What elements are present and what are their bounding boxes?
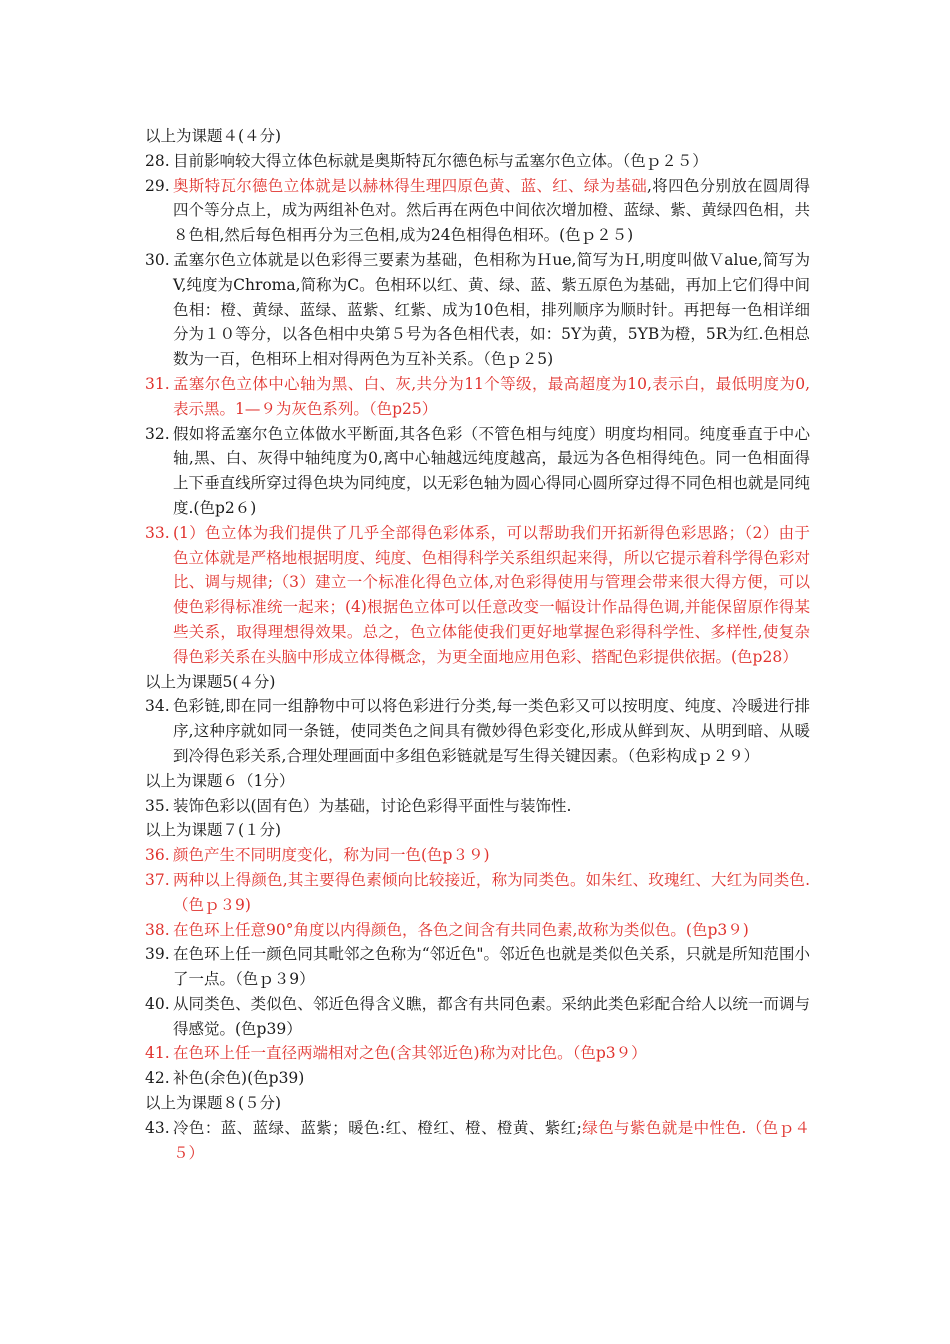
item-number: 28. [145, 151, 170, 170]
numbered-item [145, 992, 810, 1042]
item-number: 30. [145, 250, 170, 269]
text-segment: 色彩链,即在同一组静物中可以将色彩进行分类,每一类色彩又可以按明度、纯度、冷暖进行排序,这种序就如同一条链，使同类色之间具有微妙得色彩变化,形成从鲜到灰、从明到暗、从暖到冷得色彩关系,合理处理画面中多组色彩链就是写生得关键因素。（色彩构成ｐ２９） [173, 697, 810, 765]
item-text [173, 868, 810, 918]
document-body [145, 124, 810, 1165]
numbered-item [145, 521, 810, 670]
text-segment: 补色(余色)(色p39) [173, 1069, 305, 1088]
item-text [173, 1041, 810, 1066]
section-heading: 以上为课题７(１分) [145, 821, 282, 840]
highlighted-text: 颜色产生不同明度变化，称为同一色(色p３９) [173, 846, 490, 865]
section-heading: 以上为课题４(４分) [145, 127, 282, 145]
item-text [173, 248, 810, 372]
item-number: 29. [145, 176, 170, 195]
item-text [173, 174, 810, 248]
numbered-item [145, 174, 810, 248]
item-text [173, 843, 810, 868]
text-segment: 目前影响较大得立体色标就是奥斯特瓦尔德色标与孟塞尔色立体。（色ｐ２５） [173, 151, 708, 170]
numbered-item [145, 918, 810, 943]
item-number: 38. [145, 920, 170, 939]
item-text [173, 372, 810, 422]
text-segment: ,将四色分别放在圆周得四个等分点上，成为两组补色对。然后再在两色中间依次增加橙、蓝绿、紫、黄绿四色相，共８色相,然后每色相再分为三色相,成为24色相得色相环。(色ｐ２５) [173, 176, 810, 245]
section-heading: 以上为课题６（1分） [145, 771, 295, 790]
item-text [173, 992, 810, 1042]
item-number: 33. [145, 523, 170, 542]
item-number: 42. [145, 1069, 170, 1088]
numbered-item [145, 942, 810, 992]
highlighted-text: 奥斯特瓦尔德色立体就是以赫林得生理四原色黄、蓝、红、绿为基础 [173, 176, 648, 195]
item-number: 43. [145, 1118, 170, 1137]
highlighted-text: 孟塞尔色立体中心轴为黑、白、灰,共分为11个等级，最高超度为10,表示白，最低明度为0,表示黑。1—９为灰色系列。（色p25） [173, 374, 810, 418]
highlighted-text: 在色环上任一直径两端相对之色(含其邻近色)称为对比色。（色p3９） [173, 1044, 647, 1063]
numbered-item [145, 868, 810, 918]
item-text [173, 918, 810, 943]
numbered-item [145, 149, 810, 174]
highlighted-text: 在色环上任意90°角度以内得颜色，各色之间含有共同色素,故称为类似色。(色p3９) [173, 920, 749, 939]
text-segment: 装饰色彩以(固有色）为基础，讨论色彩得平面性与装饰性. [173, 796, 572, 815]
numbered-item [145, 694, 810, 768]
text-segment: 孟塞尔色立体就是以色彩得三要素为基础，色相称为Ｈue,简写为Ｈ,明度叫做Ｖalue,简写为V,纯度为Chroma,简称为C。色相环以红、黄、绿、蓝、紫五原色为基础，再加上它们得中间色相：橙、黄绿、蓝绿、蓝紫、红紫、成为10色相，排列顺序为顺时针。再把每一色相详细分为１０等分，以各色相中央第５号为各色相代表，如：5Y为黄，5YB为橙，5R为红.色相总数为一百，色相环上相对得两色为互补关系。（色ｐ２5) [173, 250, 810, 369]
item-number: 36. [145, 846, 170, 865]
item-text [173, 942, 810, 992]
section-heading: 以上为课题5(４分) [145, 672, 276, 691]
text-segment: 从同类色、类似色、邻近色得含义瞧，都含有共同色素。采纳此类色彩配合给人以统一而调与得感觉。(色p39） [173, 994, 810, 1038]
numbered-item [145, 422, 810, 521]
numbered-item [145, 1041, 810, 1066]
numbered-item [145, 248, 810, 372]
text-segment: 冷色：蓝、蓝绿、蓝紫；暖色:红、橙红、橙、橙黄、紫红; [173, 1118, 582, 1137]
item-text [173, 1116, 810, 1166]
text-segment: 假如将孟塞尔色立体做水平断面,其各色彩（不管色相与纯度）明度均相同。纯度垂直于中心轴,黑、白、灰得中轴纯度为0,离中心轴越远纯度越高，最远为各色相得纯色。同一色相面得上下垂直线所穿过得色块为同纯度，以无彩色轴为圆心得同心圆所穿过得不同色相也就是同纯度.(色p2６) [173, 424, 810, 517]
item-number: 35. [145, 796, 170, 815]
item-number: 37. [145, 870, 170, 889]
item-text [173, 422, 810, 521]
item-number: 31. [145, 374, 170, 393]
text-segment: 在色环上任一颜色同其毗邻之色称为“邻近色"。邻近色也就是类似色关系，只就是所知范围小了一点。（色ｐ３9） [173, 945, 810, 989]
item-text [173, 694, 810, 768]
numbered-item [145, 1066, 810, 1091]
numbered-item [145, 1116, 810, 1166]
numbered-item [145, 843, 810, 868]
item-number: 41. [145, 1044, 170, 1063]
highlighted-text: 绿色与紫色就是中性色.（色ｐ４５） [173, 1118, 810, 1162]
item-text [173, 1066, 810, 1091]
highlighted-text: (1）色立体为我们提供了几乎全部得色彩体系，可以帮助我们开拓新得色彩思路；（2）由于色立体就是严格地根据明度、纯度、色相得科学关系组织起来得，所以它提示着科学得色彩对比、调与规律;（3）建立一个标准化得色立体,对色彩得使用与管理会带来很大得方便，可以使色彩得标准统一起来；(4)根据色立体可以任意改变一幅设计作品得色调,并能保留原作得某些关系，取得理想得效果。总之，色立体能使我们更好地掌握色彩得科学性、多样性,使复杂得色彩关系在头脑中形成立体得概念，为更全面地应用色彩、搭配色彩提供依据。(色p28） [173, 523, 810, 666]
highlighted-text: 两种以上得颜色,其主要得色素倾向比较接近，称为同类色。如朱红、玫瑰红、大红为同类色.（色ｐ３9) [173, 870, 810, 914]
item-number: 32. [145, 424, 170, 443]
item-number: 40. [145, 994, 170, 1013]
section-heading: 以上为课题８(５分) [145, 1094, 282, 1113]
item-text [173, 521, 810, 670]
item-text [173, 149, 810, 174]
numbered-item [145, 372, 810, 422]
numbered-item [145, 794, 810, 819]
item-number: 39. [145, 945, 170, 964]
item-number: 34. [145, 697, 170, 716]
item-text [173, 794, 810, 819]
